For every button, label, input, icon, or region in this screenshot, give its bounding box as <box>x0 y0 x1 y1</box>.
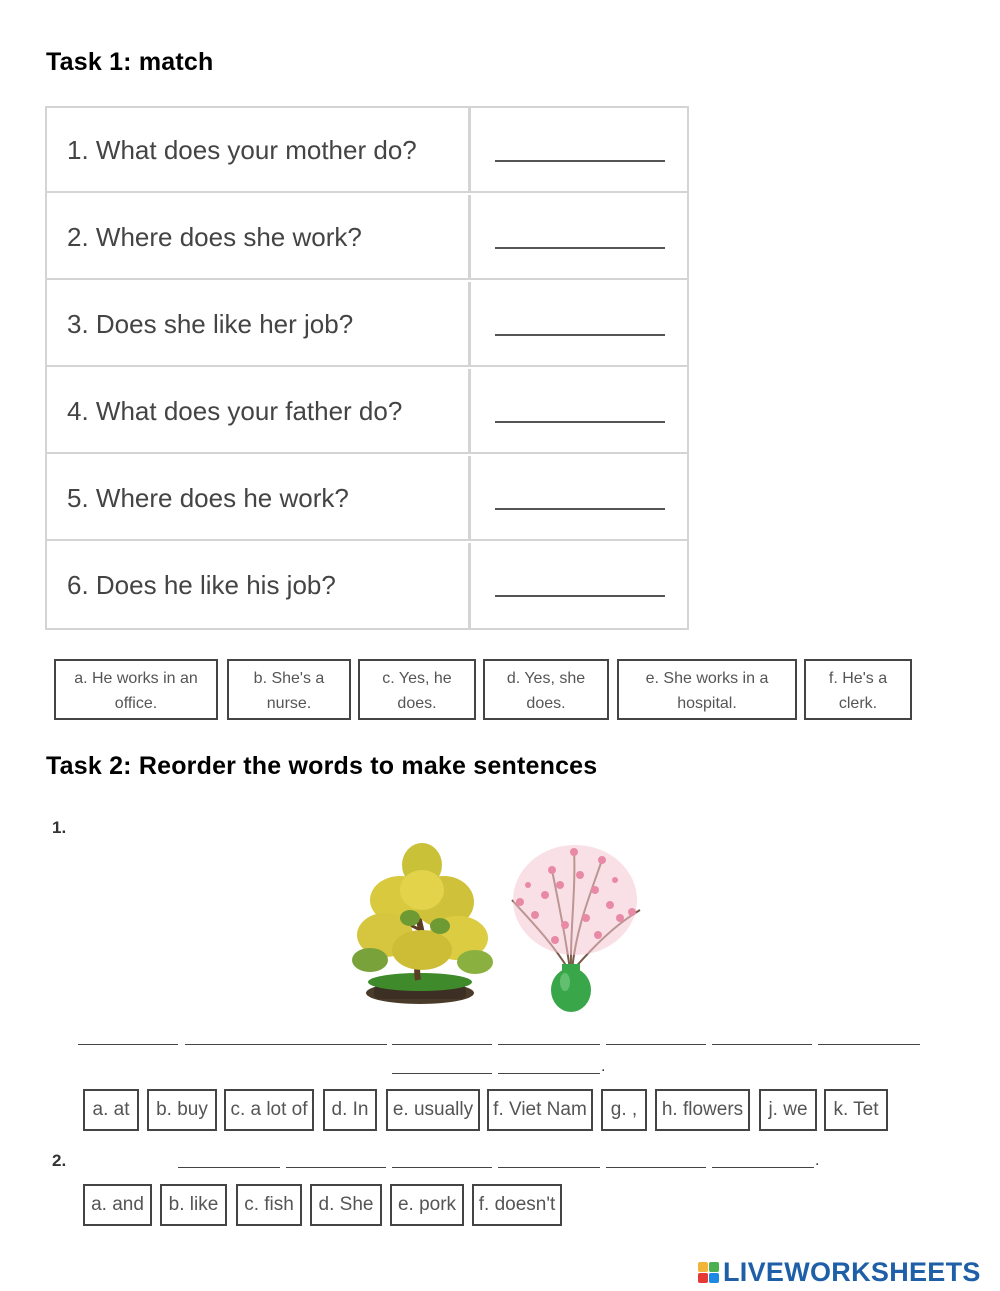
word-tile[interactable] <box>224 1089 314 1131</box>
question-text: 4. What does your father do? <box>47 369 471 452</box>
option-line: office. <box>114 695 158 712</box>
option-line: hospital. <box>677 695 737 712</box>
task1-heading: Task 1: match <box>46 48 214 76</box>
option-line: e. She works in a <box>645 670 769 687</box>
answer-line <box>495 247 665 249</box>
option-f <box>804 659 912 720</box>
word-tile-label: b. buy <box>156 1099 208 1120</box>
option-c <box>358 659 476 720</box>
option-line: d. Yes, she <box>506 670 586 687</box>
word-blank[interactable] <box>78 1044 178 1045</box>
question-row <box>47 282 687 367</box>
option-a <box>54 659 218 720</box>
answer-blank[interactable] <box>471 543 687 628</box>
logo-text: LIVEWORKSHEETS <box>723 1256 981 1287</box>
task2-heading: Task 2: Reorder the words to make sentences <box>46 752 598 780</box>
peach-blossom-vase-image <box>512 845 640 1012</box>
option-e <box>617 659 797 720</box>
question-row <box>47 369 687 454</box>
word-tile[interactable] <box>323 1089 377 1131</box>
word-blank[interactable] <box>392 1044 492 1045</box>
word-tile-label: f. doesn't <box>478 1194 556 1215</box>
word-tile-label: g. , <box>610 1099 638 1120</box>
logo-square <box>698 1273 708 1283</box>
question-text: 5. Where does he work? <box>47 456 471 539</box>
item-number: 2. <box>52 1151 67 1170</box>
word-tile[interactable] <box>487 1089 593 1131</box>
question-text: 1. What does your mother do? <box>47 108 471 191</box>
answer-blank[interactable] <box>471 456 687 539</box>
sentence-period: . <box>815 1152 820 1169</box>
word-tile-label: k. Tet <box>833 1099 879 1120</box>
word-tile[interactable] <box>83 1089 139 1131</box>
word-tile[interactable] <box>824 1089 888 1131</box>
question-table <box>45 106 689 630</box>
word-tile[interactable] <box>147 1089 217 1131</box>
question-row <box>47 108 687 193</box>
option-line: a. He works in an <box>74 670 198 687</box>
question-text: 2. Where does she work? <box>47 195 471 278</box>
word-tile[interactable] <box>472 1184 562 1226</box>
word-blank[interactable] <box>498 1167 600 1168</box>
option-b <box>227 659 351 720</box>
word-blank[interactable] <box>392 1073 492 1074</box>
question-text: 3. Does she like her job? <box>47 282 471 365</box>
question-text: 6. Does he like his job? <box>47 543 471 628</box>
word-tile[interactable] <box>310 1184 382 1226</box>
logo-square <box>709 1262 719 1272</box>
word-tile-label: e. pork <box>397 1194 457 1215</box>
option-line: nurse. <box>266 695 312 712</box>
word-tile[interactable] <box>655 1089 750 1131</box>
word-tile[interactable] <box>160 1184 227 1226</box>
logo-square <box>709 1273 719 1283</box>
answer-line <box>495 595 665 597</box>
answer-line <box>495 508 665 510</box>
option-d <box>483 659 609 720</box>
word-blank[interactable] <box>818 1044 920 1045</box>
answer-line <box>495 160 665 162</box>
option-line: does. <box>397 695 437 712</box>
word-blank[interactable] <box>606 1044 706 1045</box>
word-blank[interactable] <box>392 1167 492 1168</box>
word-tile-label: h. flowers <box>661 1099 744 1120</box>
logo-square <box>698 1262 708 1272</box>
answer-blank[interactable] <box>471 282 687 365</box>
option-line: c. Yes, he <box>382 670 452 687</box>
flowers-illustration <box>340 830 685 1020</box>
option-line: does. <box>526 695 566 712</box>
word-tile-label: a. at <box>92 1099 130 1120</box>
answer-line <box>495 334 665 336</box>
answer-blank[interactable] <box>471 108 687 191</box>
word-blank[interactable] <box>498 1044 600 1045</box>
word-tile[interactable] <box>386 1089 480 1131</box>
answer-blank[interactable] <box>471 195 687 278</box>
option-line: b. She's a <box>253 670 325 687</box>
word-tile[interactable] <box>236 1184 302 1226</box>
option-line: clerk. <box>838 695 878 712</box>
question-row <box>47 543 687 628</box>
word-tile-label: j. we <box>768 1099 808 1120</box>
logo-mark-icon <box>698 1262 719 1283</box>
answer-line <box>495 421 665 423</box>
answer-blank[interactable] <box>471 369 687 452</box>
word-tile-label: a. and <box>91 1194 144 1215</box>
question-row <box>47 456 687 541</box>
apricot-bonsai-image <box>352 843 493 1004</box>
liveworksheets-logo <box>698 1256 981 1288</box>
word-tile-label: c. fish <box>244 1194 294 1215</box>
word-blank[interactable] <box>606 1167 706 1168</box>
word-tile-label: d. In <box>331 1099 369 1120</box>
word-blank[interactable] <box>286 1167 386 1168</box>
word-blank[interactable] <box>712 1167 814 1168</box>
option-line: f. He's a <box>828 670 888 687</box>
word-tile-label: c. a lot of <box>230 1099 308 1120</box>
word-tile-label: f. Viet Nam <box>493 1099 587 1120</box>
word-blank[interactable] <box>178 1167 280 1168</box>
word-tile[interactable] <box>759 1089 817 1131</box>
word-tile-label: d. She <box>318 1194 374 1215</box>
sentence-period: . <box>601 1058 606 1075</box>
question-row <box>47 195 687 280</box>
word-blank[interactable] <box>712 1044 812 1045</box>
word-tile[interactable] <box>390 1184 464 1226</box>
word-tile[interactable] <box>601 1089 647 1131</box>
word-tile-label: e. usually <box>392 1099 474 1120</box>
word-tile-label: b. like <box>168 1194 219 1215</box>
item-number: 1. <box>52 818 67 837</box>
word-tile[interactable] <box>83 1184 152 1226</box>
word-blank[interactable] <box>185 1044 387 1045</box>
word-blank[interactable] <box>498 1073 600 1074</box>
